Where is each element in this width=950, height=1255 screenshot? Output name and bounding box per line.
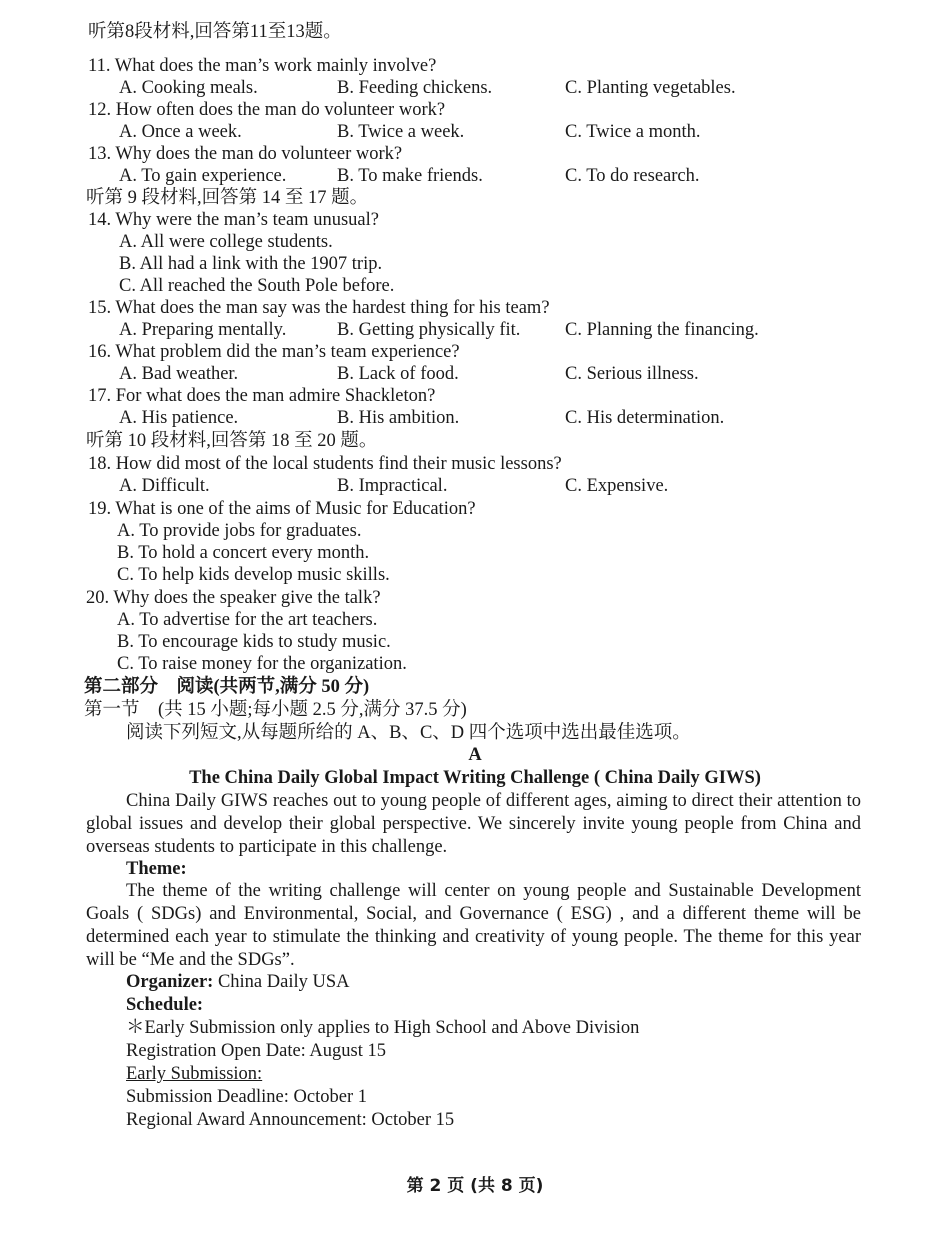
question-20-option-c: C. To raise money for the organization.	[117, 654, 407, 674]
schedule-label: Schedule:	[126, 995, 204, 1015]
early-submission-label: Early Submission:	[126, 1064, 263, 1084]
option-c: C. Expensive.	[565, 476, 669, 496]
option-b: B. Getting physically fit.	[337, 320, 521, 340]
question-stem: 16. What problem did the man’s team experience?	[88, 342, 460, 362]
option-a: A. To gain experience.	[119, 166, 287, 186]
organizer-value: China Daily USA	[213, 972, 350, 992]
question-20-option-a: A. To advertise for the art teachers.	[117, 610, 378, 630]
passage-letter: A	[468, 745, 482, 765]
option-c: C. Twice a month.	[565, 122, 701, 142]
question-20-option-b: B. To encourage kids to study music.	[117, 632, 391, 652]
question-19-option-b: B. To hold a concert every month.	[117, 543, 370, 563]
question-14-option-b: B. All had a link with the 1907 trip.	[119, 254, 383, 274]
part-two-heading: 第二部分 阅读(共两节,满分 50 分)	[84, 677, 370, 697]
option-a: A. Cooking meals.	[119, 78, 258, 98]
reading-instruction: 阅读下列短文,从每题所给的 A、B、C、D 四个选项中选出最佳选项。	[126, 723, 691, 743]
question-19-option-c: C. To help kids develop music skills.	[117, 565, 390, 585]
option-a: A. His patience.	[119, 408, 239, 428]
registration-open-date: Registration Open Date: August 15	[126, 1041, 386, 1061]
question-14-option-a: A. All were college students.	[119, 232, 333, 252]
question-16	[0, 340, 950, 364]
regional-award-announcement: Regional Award Announcement: October 15	[126, 1110, 455, 1130]
question-19	[0, 497, 950, 521]
question-15-options	[0, 318, 950, 342]
passage-title: The China Daily Global Impact Writing Challenge ( China Daily GIWS)	[189, 768, 761, 788]
option-b: B. To make friends.	[337, 166, 483, 186]
organizer-label: Organizer:	[126, 972, 214, 992]
theme-label: Theme:	[126, 859, 187, 879]
question-18	[0, 452, 950, 476]
option-a: A. Once a week.	[119, 122, 242, 142]
option-b: B. His ambition.	[337, 408, 460, 428]
option-c: C. Serious illness.	[565, 364, 699, 384]
passage-paragraph-1: China Daily GIWS reaches out to young people of different ages, aiming to direct their attention to global issues and develop their global perspective. We sincerely invite young people from China and overseas students to participate in this challenge.	[86, 791, 861, 857]
option-c: C. Planning the financing.	[565, 320, 759, 340]
option-c: C. His determination.	[565, 408, 725, 428]
organizer-line	[0, 970, 950, 994]
question-12-options	[0, 120, 950, 144]
question-stem: 15. What does the man say was the hardest thing for his team?	[88, 298, 550, 318]
section-9-instruction: 听第 9 段材料,回答第 14 至 17 题。	[86, 188, 369, 208]
page-footer: 第 2 页 (共 8 页)	[406, 1176, 544, 1196]
question-17-options	[0, 406, 950, 430]
question-13	[0, 142, 950, 166]
question-15	[0, 296, 950, 320]
question-11-options	[0, 76, 950, 100]
question-stem: 20. Why does the speaker give the talk?	[86, 588, 381, 608]
question-stem: 11. What does the man’s work mainly involve?	[88, 56, 437, 76]
theme-paragraph: The theme of the writing challenge will center on young people and Sustainable Development Goals ( SDGs) and Environmental, Social, and Governance ( ESG) , and a different theme will be determined each year to stimulate the thinking and creativity of young people. The theme for this year will be “Me and the SDGs”.	[86, 881, 861, 970]
schedule-note: ＊Early Submission only applies to High School and Above Division	[126, 1018, 640, 1038]
option-a: A. Difficult.	[119, 476, 210, 496]
question-stem: 19. What is one of the aims of Music for Education?	[88, 499, 476, 519]
question-stem: 18. How did most of the local students find their music lessons?	[88, 454, 562, 474]
question-14-option-c: C. All reached the South Pole before.	[119, 276, 395, 296]
section-10-instruction: 听第 10 段材料,回答第 18 至 20 题。	[86, 431, 378, 451]
question-11	[0, 54, 950, 78]
option-c: C. Planting vegetables.	[565, 78, 736, 98]
option-b: B. Twice a week.	[337, 122, 465, 142]
question-17	[0, 384, 950, 408]
question-stem: 13. Why does the man do volunteer work?	[88, 144, 403, 164]
option-a: A. Preparing mentally.	[119, 320, 287, 340]
question-20	[0, 586, 950, 610]
question-16-options	[0, 362, 950, 386]
question-stem: 17. For what does the man admire Shackleton?	[88, 386, 436, 406]
question-13-options	[0, 164, 950, 188]
cropped-top-line: 听第8段材料,回答第11至13题。	[88, 22, 342, 42]
question-14	[0, 208, 950, 232]
section-one-heading: 第一节 (共 15 小题;每小题 2.5 分,满分 37.5 分)	[84, 700, 467, 720]
submission-deadline: Submission Deadline: October 1	[126, 1087, 367, 1107]
question-12	[0, 98, 950, 122]
option-b: B. Lack of food.	[337, 364, 459, 384]
question-stem: 14. Why were the man’s team unusual?	[88, 210, 379, 230]
question-19-option-a: A. To provide jobs for graduates.	[117, 521, 362, 541]
option-b: B. Impractical.	[337, 476, 448, 496]
question-stem: 12. How often does the man do volunteer work?	[88, 100, 446, 120]
question-18-options	[0, 474, 950, 498]
option-b: B. Feeding chickens.	[337, 78, 493, 98]
option-c: C. To do research.	[565, 166, 700, 186]
option-a: A. Bad weather.	[119, 364, 239, 384]
